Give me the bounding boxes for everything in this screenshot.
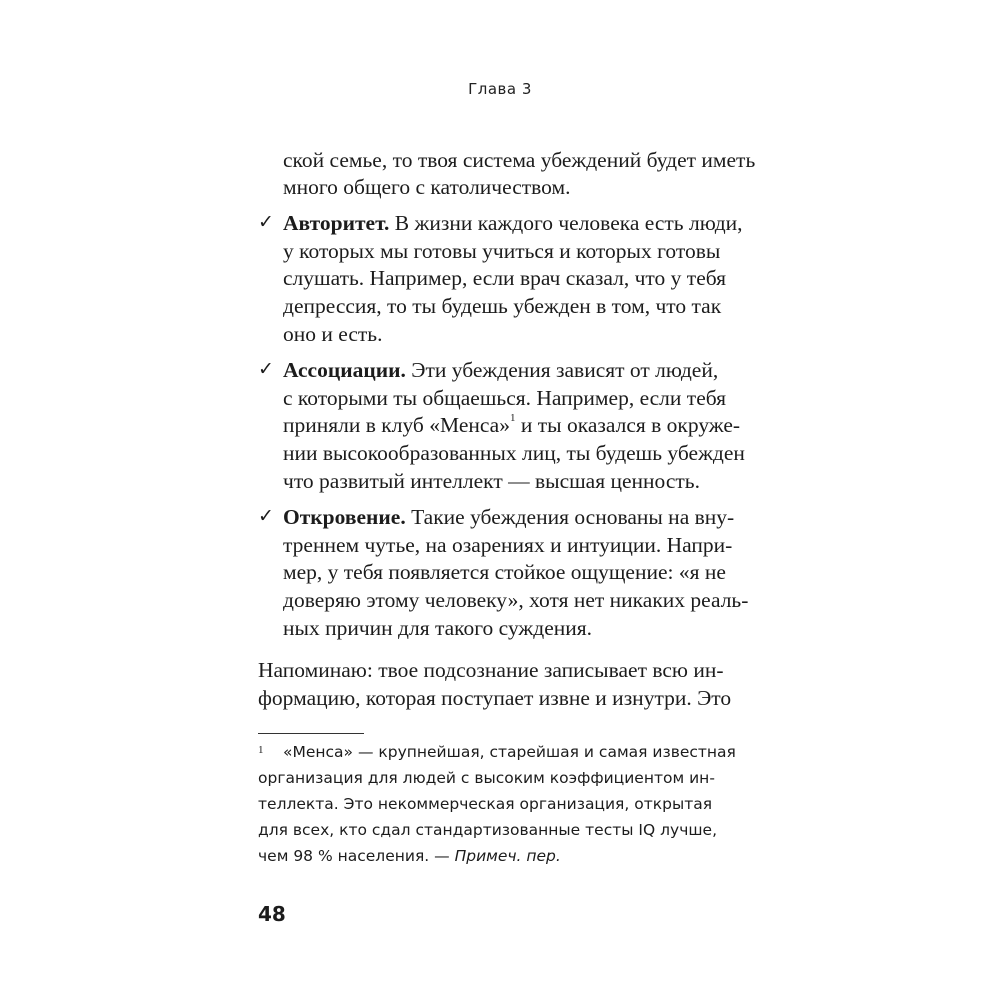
footnote-mark: 1 — [258, 744, 264, 756]
text-line: депрессия, то ты будешь убежден в том, что так — [283, 294, 722, 318]
text-line: нии высокообразованных лиц, ты будешь убежден — [283, 441, 745, 465]
text-line: В жизни каждого человека есть люди, — [389, 211, 743, 235]
translator-note: Примеч. пер. — [454, 847, 561, 865]
checkmark-icon: ✓ — [258, 211, 274, 233]
text-line: мер, у тебя появляется стойкое ощущение: «я не — [283, 560, 726, 584]
footnote-line: для всех, кто сдал стандартизованные тесты IQ лучше, — [258, 821, 717, 839]
text-line: что развитый интеллект — высшая ценность. — [283, 469, 700, 493]
text-line: ской семье, то твоя система убеждений будет иметь — [283, 148, 756, 172]
text-line: слушать. Например, если врач сказал, что у тебя — [283, 266, 727, 290]
text-line: много общего с католичеством. — [283, 175, 571, 199]
list-item-associations — [283, 360, 718, 382]
list-item-authority — [283, 213, 743, 235]
checkmark-icon: ✓ — [258, 505, 274, 527]
text-segment: приняли в клуб «Менса» — [283, 413, 510, 437]
text-segment: чем 98 % населения. — — [258, 847, 455, 865]
page-number: 48 — [258, 902, 286, 926]
footnote-line — [258, 849, 561, 865]
footnote-ref: 1 — [509, 412, 516, 424]
text-line: у которых мы готовы учиться и которых готовы — [283, 239, 721, 263]
list-item-title: Авторитет. — [283, 211, 390, 235]
text-line: треннем чутье, на озарениях и интуиции. Напри- — [283, 533, 733, 557]
footnote-line: организация для людей с высоким коэффициентом ин- — [258, 769, 715, 787]
text-segment: и ты оказался в окруже- — [515, 413, 741, 437]
text-line: доверяю этому человеку», хотя нет никаких реаль- — [283, 588, 749, 612]
chapter-header: Глава 3 — [468, 80, 532, 98]
footnote-line: «Менса» — крупнейшая, старейшая и самая известная — [283, 743, 736, 761]
text-line: Напоминаю: твое подсознание записывает всю ин- — [258, 658, 724, 682]
text-line: формацию, которая поступает извне и изнутри. Это — [258, 686, 732, 710]
list-item-title: Откровение. — [283, 505, 406, 529]
text-line: Эти убеждения зависят от людей, — [405, 358, 719, 382]
text-line: Такие убеждения основаны на вну- — [405, 505, 735, 529]
text-line: ных причин для такого суждения. — [283, 616, 593, 640]
list-item-revelation — [283, 507, 734, 529]
text-line: оно и есть. — [283, 322, 383, 346]
footnote-line: теллекта. Это некоммерческая организация, открытая — [258, 795, 713, 813]
text-line: с которыми ты общаешься. Например, если тебя — [283, 386, 727, 410]
footnote-divider — [258, 733, 364, 734]
checkmark-icon: ✓ — [258, 358, 274, 380]
text-line — [283, 412, 741, 437]
list-item-title: Ассоциации. — [283, 358, 406, 382]
